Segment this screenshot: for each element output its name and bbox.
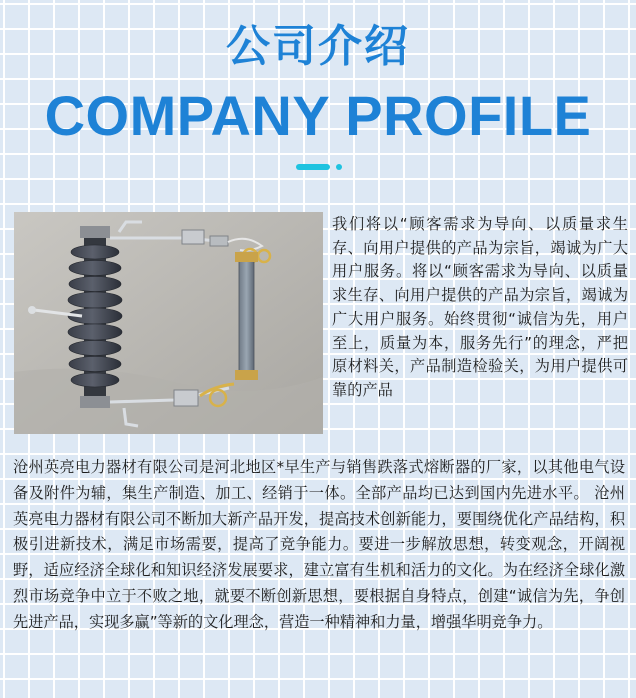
fuse-cutout-illustration xyxy=(14,212,323,434)
divider-dash xyxy=(296,164,330,170)
title-divider xyxy=(296,164,346,170)
divider-dot xyxy=(336,164,342,170)
page-title-english: COMPANY PROFILE xyxy=(44,84,592,147)
page-title-chinese: 公司介绍 xyxy=(226,21,410,72)
product-photo xyxy=(14,212,323,434)
company-description: 沧州英亮电力器材有限公司是河北地区*早生产与销售跌落式熔断器的厂家，以其他电气设备及附件为辅，集生产制造、加工、经销于一体。全部产品均已达到国内先进水平。 沧州英亮电力器材有限公司不断加大新产品开发，提高技术创新能力，要围绕优化产品结构，积极引进新技术，满足市场需要，提高了竞争能力。要进一步解放思想，转变观念，开阔视野，适应经济全球化和知识经济发展要求，建立富有生机和活力的文化。为在经济全球化激烈市场竞争中立于不败之地，就要不断创新思想，要根据自身特点，创建“诚信为先，争创先进产品，实现多赢”等新的文化理念，营造一种精神和力量，增强华明竞争力。 xyxy=(13,458,625,631)
intro-paragraph: 我们将以“顾客需求为导向、以质量求生存、向用户提供的产品为宗旨，竭诚为广大用户服务。将以“顾客需求为导向、以质量求生存、向用户提供的产品为宗旨，竭诚为广大用户服务。始终贯彻“诚信为先，用户至上，质量为本，服务先行”的理念，严把原材料关，产品制造检验关，为用户提供可靠的产品 xyxy=(332,215,628,399)
